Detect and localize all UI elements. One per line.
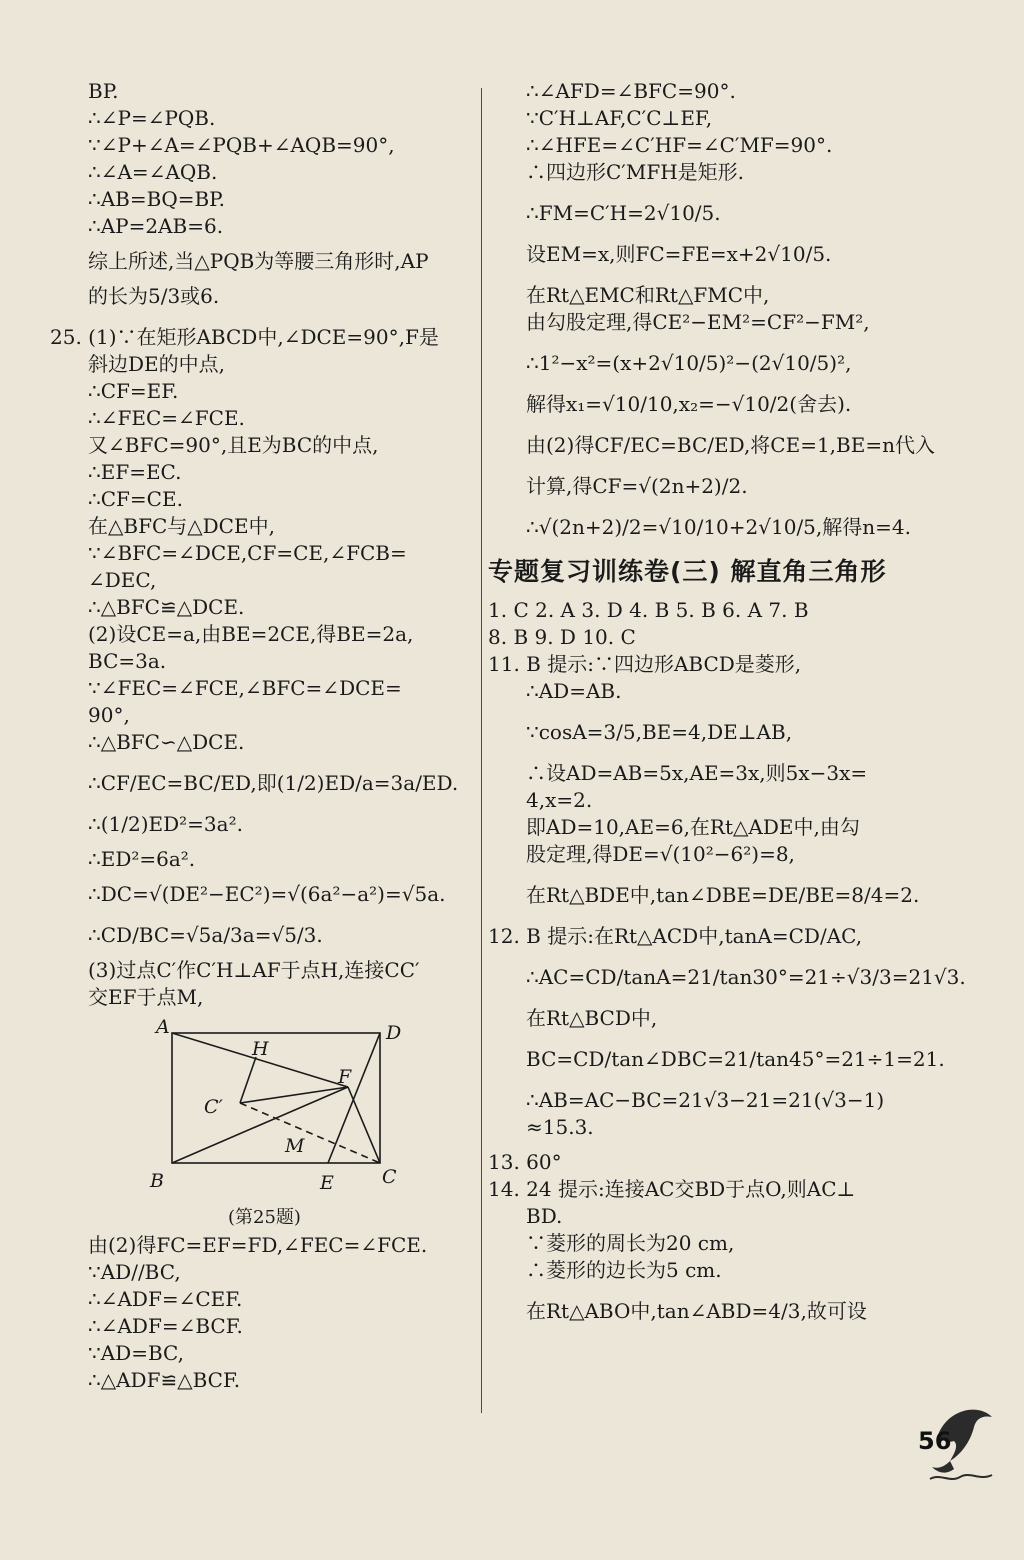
text-line: 在Rt△EMC和Rt△FMC中,: [526, 283, 770, 307]
text-line: 的长为5/3或6.: [88, 284, 220, 308]
text-line: 解得x₁=√10/10,x₂=−√10/2(舍去).: [526, 392, 852, 416]
text-line: 在Rt△BCD中,: [526, 1006, 658, 1030]
text-line: ∵C′H⊥AF,C′C⊥EF,: [526, 106, 713, 130]
text-line: ∵AD=BC,: [88, 1341, 184, 1365]
text-line: ∴∠HFE=∠C′HF=∠C′MF=90°.: [526, 133, 833, 157]
text-line: BC=3a.: [88, 649, 167, 673]
label-b: B: [150, 1170, 164, 1192]
text-line: ∴△BFC∽△DCE.: [88, 730, 245, 754]
geometry-figure-25: [110, 1019, 410, 1204]
text-line: (3)过点C′作C′H⊥AF于点H,连接CC′: [88, 958, 420, 982]
text-line: ∴FM=C′H=2√10/5.: [526, 201, 721, 225]
text-line: ∴CF=CE.: [88, 487, 183, 511]
text-line: ∴EF=EC.: [88, 460, 182, 484]
label-h: H: [252, 1038, 269, 1060]
text-line: ≈15.3.: [526, 1115, 594, 1139]
text-line: ∴四边形C′MFH是矩形.: [526, 160, 744, 184]
label-m: M: [285, 1135, 305, 1157]
text-line: ∴DC=√(DE²−EC²)=√(6a²−a²)=√5a.: [88, 882, 446, 906]
text-line: 计算,得CF=√(2n+2)/2.: [526, 474, 748, 498]
text-line: 股定理,得DE=√(10²−6²)=8,: [526, 842, 795, 866]
text-line: ∴1²−x²=(x+2√10/5)²−(2√10/5)²,: [526, 351, 852, 375]
text-line: ∴△ADF≌△BCF.: [88, 1368, 241, 1392]
text-line: ∵∠BFC=∠DCE,CF=CE,∠FCB=: [88, 541, 407, 565]
label-f: F: [338, 1066, 352, 1088]
figure-svg: [110, 1019, 410, 1204]
text-line: ∴∠AFD=∠BFC=90°.: [526, 79, 736, 103]
right-column: [488, 78, 966, 1325]
text-line: ∴∠FEC=∠FCE.: [88, 406, 245, 430]
text-line: ∠DEC,: [88, 568, 157, 592]
text-line: 斜边DE的中点,: [88, 352, 225, 376]
text-line: ∴AP=2AB=6.: [88, 214, 224, 238]
text-line: ∴√(2n+2)/2=√10/10+2√10/5,解得n=4.: [526, 515, 911, 539]
text-line: ∴∠P=∠PQB.: [88, 106, 216, 130]
problem-11-start: 11. B 提示:∵四边形ABCD是菱形,: [488, 652, 802, 676]
text-line: 综上所述,当△PQB为等腰三角形时,AP: [88, 249, 429, 273]
text-line: ∴AD=AB.: [526, 679, 622, 703]
text-line: ∵AD//BC,: [88, 1260, 181, 1284]
page-number: 56: [918, 1427, 952, 1455]
text-line: ∴∠A=∠AQB.: [88, 160, 218, 184]
segment-c-prime-h: [240, 1057, 256, 1103]
label-d: D: [386, 1022, 402, 1044]
left-column: [50, 78, 475, 1394]
text-line: 由勾股定理,得CE²−EM²=CF²−FM²,: [526, 310, 870, 334]
text-line: 在Rt△BDE中,tan∠DBE=DE/BE=8/4=2.: [526, 883, 920, 907]
figure-caption: (第25题): [228, 1207, 301, 1228]
text-line: ∴(1/2)ED²=3a².: [88, 812, 243, 836]
text-line: 交EF于点M,: [88, 985, 204, 1009]
label-c-prime: C′: [204, 1096, 223, 1118]
text-line: ∵cosA=3/5,BE=4,DE⊥AB,: [526, 720, 793, 744]
segment-bf: [172, 1087, 348, 1163]
answer-line: 1. C 2. A 3. D 4. B 5. B 6. A 7. B: [488, 598, 809, 622]
text-line: BP.: [88, 79, 119, 103]
text-line: 由(2)得FC=EF=FD,∠FEC=∠FCE.: [88, 1233, 428, 1257]
problem-13: 13. 60°: [488, 1150, 562, 1174]
text-line: ∴AB=BQ=BP.: [88, 187, 225, 211]
label-c: C: [382, 1166, 397, 1188]
column-divider: [481, 88, 482, 1413]
text-line: 4,x=2.: [526, 788, 593, 812]
text-line: ∴∠ADF=∠CEF.: [88, 1287, 243, 1311]
text-line: 即AD=10,AE=6,在Rt△ADE中,由勾: [526, 815, 860, 839]
text-line: ∴AB=AC−BC=21√3−21=21(√3−1): [526, 1088, 885, 1112]
text-line: 在Rt△ABO中,tan∠ABD=4/3,故可设: [526, 1299, 867, 1323]
text-line: ∴△BFC≌△DCE.: [88, 595, 245, 619]
text-line: 又∠BFC=90°,且E为BC的中点,: [88, 433, 379, 457]
answer-line: 8. B 9. D 10. C: [488, 625, 636, 649]
text-line: ∵∠P+∠A=∠PQB+∠AQB=90°,: [88, 133, 395, 157]
text-line: ∴CF/EC=BC/ED,即(1/2)ED/a=3a/ED.: [88, 771, 459, 795]
text-line: BD.: [526, 1204, 563, 1228]
text-line: (2)设CE=a,由BE=2CE,得BE=2a,: [88, 622, 414, 646]
problem-25-start: 25. (1)∵在矩形ABCD中,∠DCE=90°,F是: [50, 325, 439, 349]
text-line: ∴CD/BC=√5a/3a=√5/3.: [88, 923, 323, 947]
text-line: ∵∠FEC=∠FCE,∠BFC=∠DCE=: [88, 676, 402, 700]
text-line: ∴设AD=AB=5x,AE=3x,则5x−3x=: [526, 761, 868, 785]
segment-c-prime-f: [240, 1087, 348, 1103]
text-line: 设EM=x,则FC=FE=x+2√10/5.: [526, 242, 832, 266]
text-line: 由(2)得CF/EC=BC/ED,将CE=1,BE=n代入: [526, 433, 935, 457]
label-a: A: [156, 1019, 170, 1038]
text-line: 在△BFC与△DCE中,: [88, 514, 275, 538]
text-line: BC=CD/tan∠DBC=21/tan45°=21÷1=21.: [526, 1047, 945, 1071]
text-line: ∴菱形的边长为5 cm.: [526, 1258, 722, 1282]
text-line: ∴CF=EF.: [88, 379, 179, 403]
label-e: E: [320, 1172, 334, 1194]
text-line: ∴∠ADF=∠BCF.: [88, 1314, 243, 1338]
problem-14-start: 14. 24 提示:连接AC交BD于点O,则AC⊥: [488, 1177, 856, 1201]
text-line: ∴ED²=6a².: [88, 847, 196, 871]
text-line: ∴AC=CD/tanA=21/tan30°=21÷√3/3=21√3.: [526, 965, 966, 989]
section-title: 专题复习训练卷(三) 解直角三角形: [488, 557, 887, 586]
text-line: ∵菱形的周长为20 cm,: [526, 1231, 735, 1255]
problem-12-start: 12. B 提示:在Rt△ACD中,tanA=CD/AC,: [488, 924, 863, 948]
text-line: 90°,: [88, 703, 130, 727]
